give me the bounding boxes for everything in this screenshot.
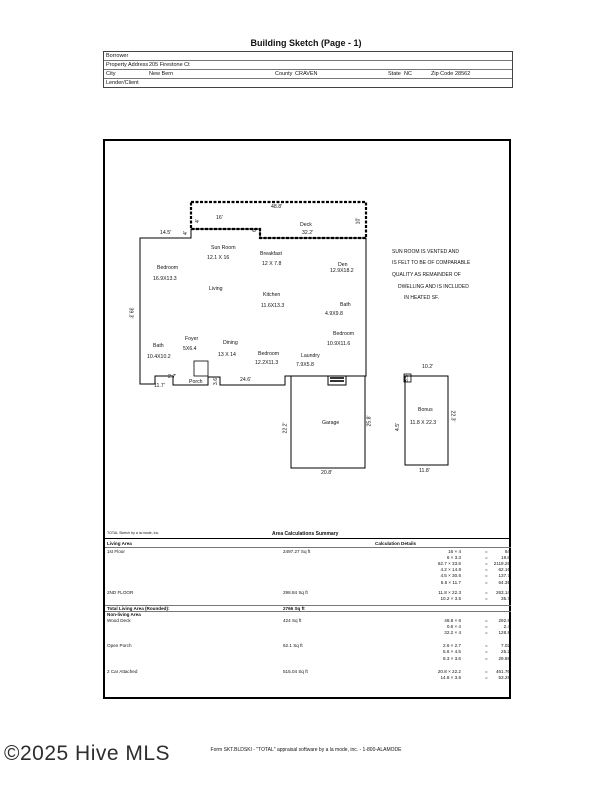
borrower-label: Borrower — [106, 53, 129, 59]
calc-eq: = — [485, 561, 488, 567]
calc-expr: 20.8 × 22.2 — [437, 668, 461, 674]
room-dining-name: Dining — [223, 340, 238, 346]
room-bedroom1-name: Bedroom — [157, 265, 179, 271]
calc-expr: 48.8 × 6 — [444, 618, 461, 623]
house-outline — [140, 229, 366, 385]
dim-label: 14.5' — [160, 230, 172, 236]
state-value: NC — [404, 71, 412, 77]
living-area-header: Living Area — [107, 541, 132, 546]
calc-eq: = — [485, 649, 488, 655]
room-bedroom2-dim: 12.2X11.3 — [255, 360, 279, 366]
area-name: 2ND FLOOR — [107, 589, 134, 595]
calc-expr: 5.5 × 11.7 — [440, 579, 461, 585]
room-living-name: Living — [209, 286, 223, 292]
calc-result: 2.4 — [503, 624, 510, 630]
calc-expr: 10.2 × 3.5 — [440, 595, 461, 601]
area-name: Open Porch — [107, 643, 132, 649]
room-kitchen-dim: 11.6X13.3 — [261, 303, 285, 309]
room-den-dim: 12.9X18.2 — [330, 268, 354, 274]
calc-result: 62.16 — [498, 567, 510, 573]
area-value: 62.1 Sq ft — [283, 643, 303, 649]
calc-eq: = — [485, 589, 488, 595]
source-note: TOTAL Sketch by a la mode, inc. — [107, 531, 160, 535]
calc-result: 29.88 — [498, 655, 510, 661]
room-bedroom1-dim: 16.9X13.3 — [153, 276, 177, 282]
room-breakfast-name: Breakfast — [260, 251, 282, 257]
room-bath2-dim: 4.9X9.8 — [325, 311, 343, 317]
calc-result: 461.76 — [495, 668, 510, 674]
calc-result: 137.7 — [498, 573, 510, 579]
calc-result: 25.2 — [501, 649, 510, 655]
calc-eq: = — [485, 668, 488, 674]
dim-label: 10' — [355, 217, 362, 225]
dim-label: 2.7' — [168, 374, 177, 380]
calc-expr: 5.6 × 4.5 — [442, 649, 461, 655]
calc-eq: = — [485, 643, 488, 649]
room-den-name: Den — [338, 262, 348, 268]
dim-label: 5.5' — [404, 373, 411, 383]
room-bath1-dim: 10.4X10.2 — [147, 354, 171, 360]
room-bedroom2-name: Bedroom — [258, 351, 280, 357]
dim-label: 22.2' — [282, 422, 289, 434]
area-name: 2 Car Attached — [107, 668, 138, 674]
room-laundry-name: Laundry — [301, 353, 320, 359]
room-bedroom3-name: Bedroom — [333, 331, 355, 337]
calc-result: 128.8 — [498, 630, 510, 636]
calc-expr: 8.3 × 3.6 — [442, 655, 461, 661]
area-value: 298.84 Sq ft — [283, 589, 308, 595]
calc-result: 64.35 — [498, 579, 510, 585]
calc-eq: = — [485, 579, 488, 585]
calc-eq: = — [485, 624, 488, 630]
footer: Form SKT.BLDSKI - "TOTAL" appraisal software by a la mode, inc. - 1-800-ALAMODE — [210, 747, 402, 753]
calc-result: 19.8 — [501, 555, 510, 561]
dim-label: 4.5' — [395, 422, 402, 432]
porch-label: Porch — [189, 379, 203, 385]
dim-label: 32.2' — [302, 230, 314, 236]
room-garage-name: Garage — [322, 420, 340, 426]
dim-label: 4' — [194, 219, 201, 223]
calc-result: 7.02 — [501, 643, 510, 649]
room-breakfast-dim: 12 X 7.8 — [262, 261, 282, 267]
zip-label: Zip Code — [431, 71, 454, 77]
watermark: ©2025 Hive MLS — [4, 742, 171, 765]
calc-result: 263.14 — [495, 589, 510, 595]
nonliving-header: Non-living Area — [107, 611, 141, 617]
note-line: DWELLING AND IS INCLUDED — [398, 284, 469, 290]
summary-rule — [105, 538, 509, 539]
city-value: New Bern — [149, 71, 174, 77]
room-sunroom-dim: 12.1 X 16 — [207, 255, 230, 261]
area-value: 424 Sq ft — [283, 618, 302, 623]
room-dining-dim: 13 X 14 — [218, 352, 236, 358]
dim-label: 3.6' — [213, 376, 220, 386]
dim-label: 6' — [251, 228, 258, 232]
calc-expr: 0.6 × 4 — [446, 624, 461, 630]
area-name: Wood Deck — [107, 618, 131, 623]
calc-expr: 4.2 × 14.8 — [440, 567, 461, 573]
calc-expr: 14.8 × 3.6 — [440, 674, 461, 680]
calc-expr: 11.8 × 22.3 — [438, 589, 461, 595]
county-value: CRAVEN — [295, 71, 318, 77]
total-label: Total Living Area (Rounded): — [107, 605, 170, 611]
calc-eq: = — [485, 549, 488, 554]
calc-expr: 4.5 × 30.6 — [440, 573, 461, 579]
dim-label: 22.3' — [449, 410, 456, 422]
room-bonus-name: Bonus — [418, 407, 433, 413]
property-value: 205 Firestone Ct — [149, 62, 190, 68]
calc-result: 292.8 — [498, 618, 510, 623]
room-bonus-dim: 11.8 X 22.3 — [410, 420, 437, 426]
note-line: IN HEATED SF. — [404, 295, 439, 301]
dim-label: 10.2' — [422, 364, 434, 370]
calc-eq: = — [485, 567, 488, 573]
zip-value: 28562 — [455, 71, 471, 77]
area-name: 1st Floor — [107, 549, 125, 554]
calc-expr: 2.6 × 2.7 — [442, 643, 461, 649]
lender-label: Lender/Client — [106, 80, 139, 86]
calc-eq: = — [485, 618, 488, 623]
dim-label: 16' — [216, 215, 223, 221]
calc-eq: = — [485, 655, 488, 661]
dim-label: 4' — [182, 231, 189, 235]
room-foyer-dim: 5X6.4 — [183, 346, 197, 352]
calc-expr: 6 × 3.3 — [446, 555, 461, 561]
county-label: County — [275, 71, 293, 77]
area-value: 2497.27 Sq ft — [283, 549, 311, 554]
calc-result: 53.28 — [498, 674, 510, 680]
page-title: Building Sketch (Page - 1) — [250, 38, 362, 48]
dim-label: 11.8' — [419, 468, 430, 474]
area-value: 515.04 Sq ft — [283, 668, 308, 674]
total-value: 2766 Sq ft — [283, 605, 305, 611]
dim-label: 48.8' — [271, 204, 283, 210]
calc-eq: = — [485, 573, 488, 579]
dim-label: 20.8' — [321, 470, 333, 476]
dim-label: 24.6' — [240, 377, 252, 383]
calc-eq: = — [485, 674, 488, 680]
calc-expr: 16 × 4 — [448, 549, 461, 554]
note-line: IS FELT TO BE OF COMPARABLE — [392, 260, 471, 266]
room-laundry-dim: 7.9X5.8 — [296, 362, 314, 368]
calc-eq: = — [485, 555, 488, 561]
room-bath2-name: Bath — [340, 302, 351, 308]
note-line: QUALITY AS REMAINDER OF — [392, 272, 461, 278]
property-label: Property Address — [106, 62, 149, 68]
note-line: SUN ROOM IS VENTED AND — [392, 249, 459, 255]
deck-label: Deck — [300, 222, 312, 228]
calc-result: 64 — [504, 549, 510, 554]
dim-label: 11.7' — [154, 383, 165, 389]
calc-eq: = — [485, 595, 488, 601]
state-label: State — [388, 71, 401, 77]
summary-title: Area Calculations Summary — [272, 531, 339, 537]
calc-eq: = — [485, 630, 488, 636]
calc-expr: 32.2 × 4 — [444, 630, 461, 636]
room-bath1-name: Bath — [153, 343, 164, 349]
calc-result: 2119.26 — [493, 561, 510, 567]
room-sunroom-name: Sun Room — [211, 245, 236, 251]
room-kitchen-name: Kitchen — [263, 292, 281, 298]
details-header: Calculation Details — [375, 541, 417, 546]
porch-notch — [194, 361, 208, 376]
city-label: City — [106, 71, 116, 77]
dim-label: 39.3' — [127, 307, 134, 319]
calc-result: 35.7 — [501, 595, 510, 601]
room-foyer-name: Foyer — [185, 336, 199, 342]
dim-label: 25.8' — [366, 415, 373, 427]
calc-expr: 62.7 × 33.8 — [437, 561, 461, 567]
room-bedroom3-dim: 10.9X11.6 — [327, 341, 351, 347]
